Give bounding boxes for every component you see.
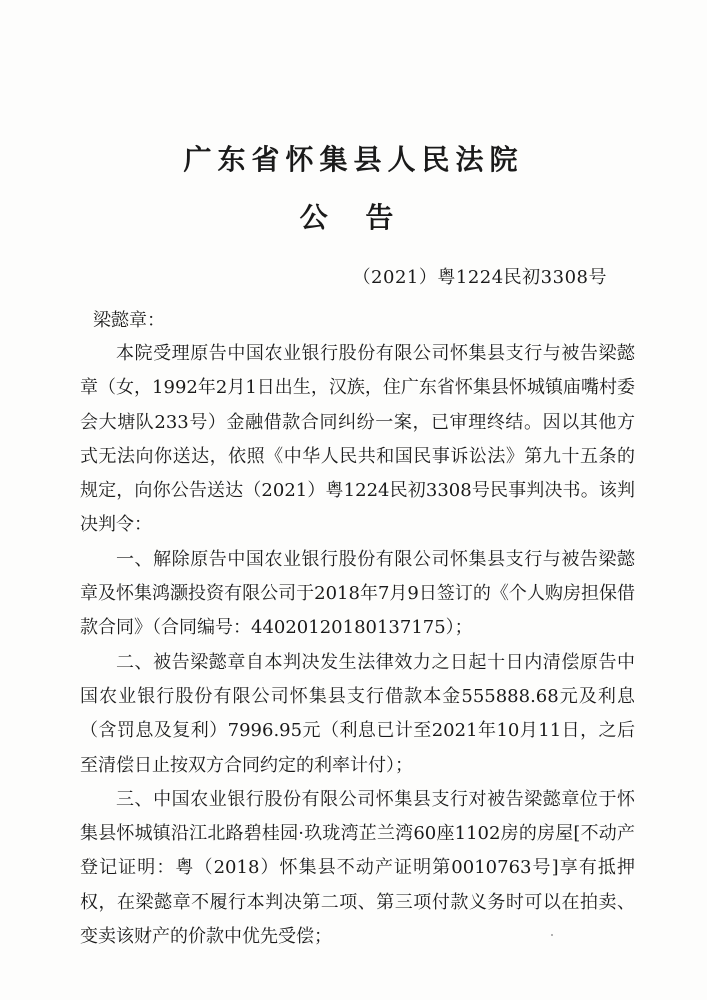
notice-title: 公 告 <box>299 201 408 234</box>
notice-body <box>80 337 635 954</box>
scan-speck <box>551 934 553 936</box>
addressee: 梁懿章： <box>93 310 165 331</box>
case-number: （2021）粤1224民初3308号 <box>352 267 607 288</box>
paragraph-intro: 本院受理原告中国农业银行股份有限公司怀集县支行与被告梁懿章（女，1992年2月1日出生，汉族，住广东省怀集县怀城镇庙嘴村委会大塘队233号）金融借款合同纠纷一案，已审理终结。因以其他方式无法向你送达，依照《中华人民共和国民事诉讼法》第九十五条的规定，向你公告送达（2021）粤1224民初3308号民事判决书。该判决判令： <box>80 343 635 536</box>
paragraph-item-2: 二、被告梁懿章自本判决发生法律效力之日起十日内清偿原告中国农业银行股份有限公司怀集县支行借款本金555888.68元及利息（含罚息及复利）7996.95元（利息已计至2021年10月11日，之后至清偿日止按双方合同约定的利率计付）； <box>80 651 635 776</box>
paragraph-item-3: 三、中国农业银行股份有限公司怀集县支行对被告梁懿章位于怀集县怀城镇沿江北路碧桂园·玖珑湾芷兰湾60座1102房的房屋[不动产登记证明：粤（2018）怀集县不动产证明第0010763号]享有抵押权，在梁懿章不履行本判决第二项、第三项付款义务时可以在拍卖、变卖该财产的价款中优先受偿； <box>80 788 635 948</box>
paragraph-item-1: 一、解除原告中国农业银行股份有限公司怀集县支行与被告梁懿章及怀集鸿灏投资有限公司于2018年7月9日签订的《个人购房担保借款合同》（合同编号：44020120180137175）； <box>80 548 635 639</box>
court-title: 广东省怀集县人民法院 <box>183 143 524 176</box>
